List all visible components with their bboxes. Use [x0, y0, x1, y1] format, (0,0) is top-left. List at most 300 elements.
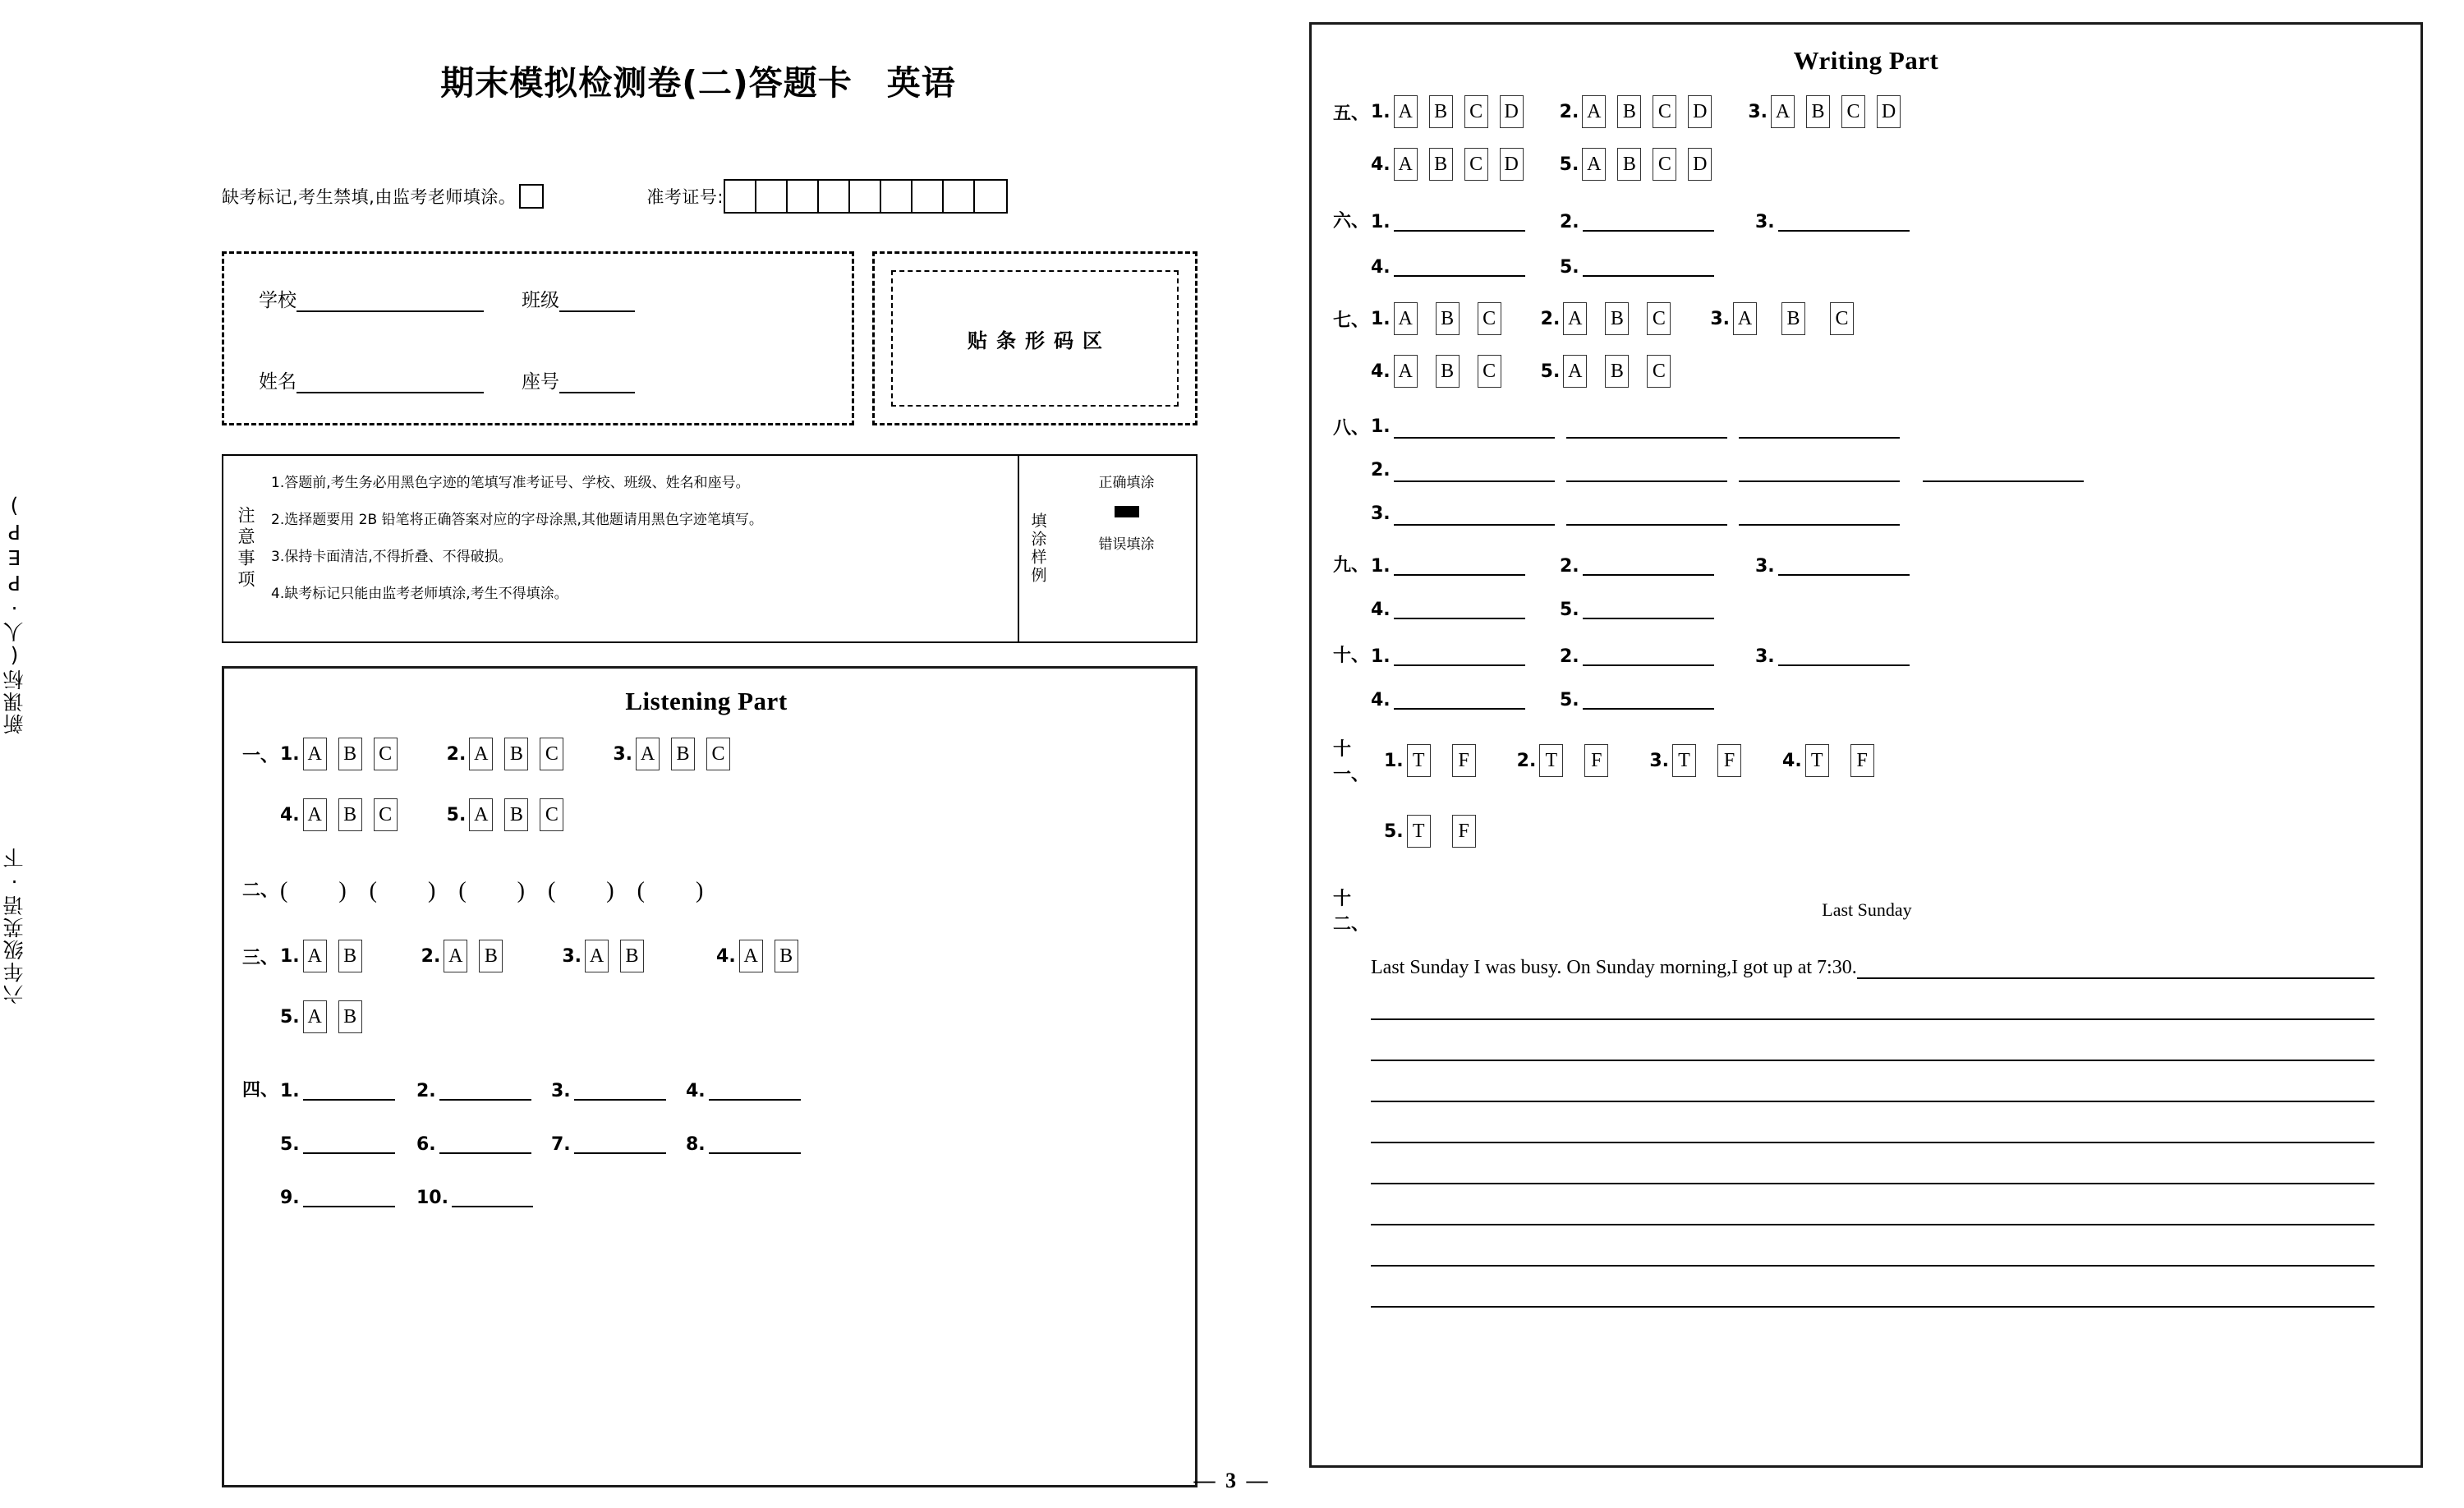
option-bubble[interactable]: B	[620, 940, 644, 972]
section-10-row-2	[1333, 685, 2399, 710]
answer-paren[interactable]: ( )	[637, 878, 706, 903]
fill-blank[interactable]	[1560, 553, 1724, 576]
option-bubble[interactable]: D	[1500, 95, 1524, 128]
section-12-marker: 十二、	[1333, 889, 1370, 935]
option-bubble[interactable]: B	[338, 738, 362, 770]
essay-blank-line[interactable]	[1857, 958, 2374, 979]
section-8-row-1	[1333, 414, 2399, 439]
blank-line[interactable]	[1394, 553, 1525, 576]
option-bubble[interactable]: A	[469, 738, 493, 770]
section-4-row-3	[242, 1183, 1170, 1208]
section-1-row-2	[242, 798, 1170, 831]
answer-paren[interactable]: ( )	[369, 878, 438, 903]
question-number: 1.	[1371, 101, 1391, 122]
option-bubble[interactable]: B	[338, 940, 362, 972]
blank-line[interactable]	[1394, 416, 1555, 439]
fill-blank[interactable]	[1371, 254, 1535, 277]
option-bubble[interactable]: B	[1617, 148, 1641, 181]
question-number: 4.	[686, 1080, 706, 1101]
fill-blank[interactable]	[686, 1131, 802, 1154]
fill-blank[interactable]	[1371, 643, 1535, 666]
option-bubble[interactable]: C	[374, 738, 398, 770]
option-bubble[interactable]: A	[1563, 302, 1587, 335]
question-group	[1384, 744, 1476, 777]
blank-line[interactable]	[1739, 503, 1900, 526]
fill-blank[interactable]	[1371, 553, 1535, 576]
student-info-box	[222, 251, 854, 425]
essay-blank-line[interactable]	[1371, 1184, 2374, 1225]
question-number: 3.	[1755, 211, 1775, 232]
section-8-row-2	[1333, 457, 2399, 483]
barcode-area-label: 贴条形码区	[891, 270, 1179, 407]
essay-blank-line[interactable]	[1371, 1061, 2374, 1102]
fill-sample-title: 填涂样例	[1028, 513, 1047, 585]
question-group	[1371, 148, 1524, 181]
writing-part-heading: Writing Part	[1793, 46, 1939, 75]
question-group	[562, 940, 644, 972]
section-7-marker: 七、	[1333, 310, 1370, 331]
option-bubble[interactable]: C	[1464, 95, 1488, 128]
option-bubble[interactable]: C	[1464, 148, 1488, 181]
question-number: 3.	[1755, 646, 1775, 667]
question-number: 3.	[1371, 503, 1391, 524]
question-group	[1384, 815, 1476, 848]
blank-line[interactable]	[1778, 553, 1910, 576]
option-bubble[interactable]: A	[1582, 95, 1606, 128]
blank-line[interactable]	[1583, 643, 1714, 666]
exam-number-cell[interactable]	[881, 181, 913, 212]
question-number: 9.	[280, 1187, 300, 1208]
fill-blank[interactable]	[551, 1078, 668, 1101]
fill-sample-column	[1019, 456, 1196, 641]
listening-part-panel	[222, 666, 1198, 1487]
option-bubble[interactable]: B	[775, 940, 798, 972]
blank-line[interactable]	[1394, 596, 1525, 619]
question-number: 3.	[1748, 101, 1768, 122]
fill-blank[interactable]	[1560, 596, 1724, 619]
section-5-marker: 五、	[1333, 103, 1370, 124]
option-bubble[interactable]: C	[540, 798, 563, 831]
question-number: 4.	[1371, 154, 1391, 175]
blank-line[interactable]	[1583, 553, 1714, 576]
option-bubble[interactable]: B	[1605, 355, 1629, 388]
fill-blank[interactable]	[1755, 209, 1919, 232]
blank-line[interactable]	[439, 1131, 531, 1154]
school-label: 学校	[259, 290, 297, 311]
section-3-row-2	[242, 1000, 1170, 1033]
section-6-row-2	[1333, 252, 2399, 278]
question-number: 5.	[1384, 821, 1404, 842]
option-bubble[interactable]: C	[1647, 302, 1671, 335]
section-10-row-1	[1333, 641, 2399, 667]
question-number: 7.	[551, 1133, 571, 1155]
question-number: 4.	[716, 945, 736, 967]
option-bubble[interactable]: A	[585, 940, 609, 972]
section-1-marker: 一、	[242, 745, 279, 766]
option-bubble[interactable]: A	[303, 1000, 327, 1033]
option-bubble[interactable]: A	[1733, 302, 1757, 335]
blank-line[interactable]	[1394, 503, 1555, 526]
question-group	[280, 1000, 362, 1033]
section-1-row-1	[242, 738, 1170, 770]
option-bubble[interactable]: T	[1407, 744, 1431, 777]
question-number: 2.	[1516, 750, 1537, 771]
fill-blank[interactable]	[1755, 643, 1919, 666]
fill-blank[interactable]	[1560, 687, 1724, 710]
option-bubble[interactable]: D	[1877, 95, 1901, 128]
option-bubble[interactable]: B	[1429, 95, 1453, 128]
fill-blank[interactable]	[280, 1131, 400, 1154]
question-group	[1371, 95, 1524, 128]
instructions-list	[268, 456, 1018, 641]
option-bubble[interactable]: B	[1436, 302, 1460, 335]
fill-blank[interactable]	[1755, 553, 1919, 576]
section-2-row	[242, 872, 1170, 905]
exam-number-cell[interactable]	[913, 181, 944, 212]
question-number: 4.	[1782, 750, 1802, 771]
section-7-row-2	[1333, 355, 2399, 388]
question-group	[1649, 744, 1741, 777]
question-number: 2.	[1540, 308, 1561, 329]
correct-fill-mark	[1115, 506, 1139, 517]
essay-first-row	[1333, 957, 2399, 979]
question-number: 5.	[1560, 256, 1579, 278]
instructions-title: 注意事项	[236, 506, 255, 591]
blank-line[interactable]	[439, 1078, 531, 1101]
blank-line[interactable]	[709, 1131, 801, 1154]
left-column	[123, 0, 1289, 1508]
question-group	[1517, 744, 1609, 777]
section-3-marker: 三、	[242, 947, 279, 968]
essay-blank-line[interactable]	[1371, 1143, 2374, 1184]
name-label: 姓名	[259, 371, 297, 393]
option-bubble[interactable]: B	[1436, 355, 1460, 388]
question-number: 3.	[1649, 750, 1670, 771]
name-input[interactable]	[297, 372, 484, 393]
section-9-marker: 九、	[1333, 555, 1370, 576]
question-number: 1.	[280, 743, 300, 765]
school-input[interactable]	[297, 291, 484, 312]
blank-line[interactable]	[452, 1184, 533, 1207]
exam-number-cell[interactable]	[850, 181, 881, 212]
section-7-row-1	[1333, 302, 2399, 335]
option-bubble[interactable]: C	[1841, 95, 1865, 128]
blank-line[interactable]	[1583, 254, 1714, 277]
instruction-item: 1.答题前,考生务必用黑色字迹的笔填写准考证号、学校、班级、姓名和座号。	[271, 475, 750, 491]
listening-part-heading: Listening Part	[625, 687, 788, 715]
question-group	[1748, 95, 1901, 128]
question-number: 1.	[1371, 555, 1391, 577]
option-bubble[interactable]: B	[338, 798, 362, 831]
option-bubble[interactable]: C	[1653, 95, 1676, 128]
option-bubble[interactable]: B	[504, 738, 528, 770]
option-bubble[interactable]: F	[1850, 744, 1874, 777]
option-bubble[interactable]: B	[1806, 95, 1830, 128]
answer-paren[interactable]: ( )	[280, 878, 348, 903]
absent-mark-note: 缺考标记,考生禁填,由监考老师填涂。	[222, 187, 517, 207]
question-number: 5.	[446, 804, 467, 825]
writing-part-panel	[1309, 22, 2423, 1468]
option-bubble[interactable]: C	[1647, 355, 1671, 388]
barcode-area	[872, 251, 1198, 425]
option-bubble[interactable]: T	[1407, 815, 1431, 848]
section-4-row-2	[242, 1129, 1170, 1155]
option-bubble[interactable]: B	[1781, 302, 1805, 335]
option-bubble[interactable]: F	[1452, 744, 1476, 777]
question-number: 4.	[1371, 599, 1391, 620]
question-number: 3.	[613, 743, 633, 765]
question-number: 2.	[1559, 101, 1579, 122]
question-group	[1782, 744, 1874, 777]
question-number: 4.	[1371, 689, 1391, 710]
section-11-marker: 十一、	[1333, 739, 1370, 785]
section-10-marker: 十、	[1333, 646, 1370, 666]
option-bubble[interactable]: C	[540, 738, 563, 770]
essay-blank-line[interactable]	[1371, 1267, 2374, 1308]
answer-paren[interactable]: ( )	[547, 878, 616, 903]
option-bubble[interactable]: A	[1582, 148, 1606, 181]
option-bubble[interactable]: A	[303, 798, 327, 831]
essay-blank-line[interactable]	[1371, 1102, 2374, 1143]
option-bubble[interactable]: A	[1563, 355, 1587, 388]
question-group	[280, 738, 398, 770]
exam-number-cell[interactable]	[944, 181, 975, 212]
option-bubble[interactable]: B	[479, 940, 503, 972]
name-seat-row	[259, 366, 819, 393]
option-bubble[interactable]: C	[1830, 302, 1854, 335]
question-number: 5.	[280, 1006, 300, 1028]
option-bubble[interactable]: C	[1653, 148, 1676, 181]
option-bubble[interactable]: B	[338, 1000, 362, 1033]
option-bubble[interactable]: D	[1500, 148, 1524, 181]
section-2-marker: 二、	[242, 880, 279, 901]
section-6-row-1	[1333, 207, 2399, 232]
question-group	[421, 940, 503, 972]
question-number: 2.	[1560, 555, 1579, 577]
essay-blank-line[interactable]	[1371, 979, 2374, 1020]
option-bubble[interactable]: B	[1605, 302, 1629, 335]
identification-row	[222, 179, 1273, 214]
blank-line[interactable]	[574, 1078, 666, 1101]
question-number: 1.	[1371, 416, 1391, 437]
option-bubble[interactable]: A	[1394, 148, 1418, 181]
question-number: 1.	[1371, 308, 1391, 329]
blank-line[interactable]	[1739, 416, 1900, 439]
essay-title: Last Sunday	[1822, 899, 1912, 920]
question-group	[1371, 302, 1501, 335]
blank-line[interactable]	[1566, 503, 1727, 526]
instruction-item: 3.保持卡面清洁,不得折叠、不得破损。	[271, 548, 513, 565]
option-bubble[interactable]: A	[444, 940, 467, 972]
blank-line[interactable]	[1583, 687, 1714, 710]
blank-line[interactable]	[303, 1078, 395, 1101]
section-9-row-1	[1333, 551, 2399, 577]
question-number: 1.	[1371, 211, 1391, 232]
exam-number-cell[interactable]	[788, 181, 819, 212]
section-11-row-1	[1333, 735, 2399, 786]
option-bubble[interactable]: A	[739, 940, 763, 972]
question-number: 10.	[416, 1187, 448, 1208]
option-bubble[interactable]: B	[1429, 148, 1453, 181]
correct-fill-label: 正确填涂	[1098, 475, 1155, 491]
blank-line[interactable]	[1778, 643, 1910, 666]
question-group	[613, 738, 730, 770]
question-group	[280, 798, 398, 831]
fill-blank[interactable]	[1371, 596, 1535, 619]
instruction-item: 2.选择题要用 2B 铅笔将正确答案对应的字母涂黑,其他题请用黑色字迹笔填写。	[271, 511, 763, 528]
fill-blank[interactable]	[1560, 643, 1724, 666]
blank-line[interactable]	[303, 1184, 395, 1207]
question-group	[1560, 95, 1712, 128]
exam-number-cell[interactable]	[819, 181, 850, 212]
question-number: 5.	[1560, 689, 1579, 710]
option-bubble[interactable]: C	[1478, 355, 1501, 388]
fill-blank[interactable]	[551, 1131, 668, 1154]
section-9-row-2	[1333, 595, 2399, 620]
question-number: 2.	[1560, 646, 1579, 667]
question-number: 2.	[446, 743, 467, 765]
option-bubble[interactable]: A	[469, 798, 493, 831]
fill-blank[interactable]	[416, 1184, 533, 1207]
question-group	[280, 940, 362, 972]
section-12-row	[1333, 885, 2399, 936]
question-number: 2.	[416, 1080, 436, 1101]
fill-sample-body	[1057, 456, 1196, 641]
question-number: 1.	[280, 945, 300, 967]
option-bubble[interactable]: D	[1688, 148, 1712, 181]
fill-blank[interactable]	[280, 1078, 400, 1101]
blank-line[interactable]	[303, 1131, 395, 1154]
question-number: 3.	[551, 1080, 571, 1101]
exam-number-cell[interactable]	[975, 181, 1006, 212]
option-bubble[interactable]: B	[671, 738, 695, 770]
option-bubble[interactable]: C	[1478, 302, 1501, 335]
blank-line[interactable]	[1583, 209, 1714, 232]
blank-line[interactable]	[1566, 459, 1727, 482]
option-bubble[interactable]: T	[1672, 744, 1696, 777]
class-input[interactable]	[559, 291, 635, 312]
fill-blank[interactable]	[1560, 209, 1724, 232]
option-bubble[interactable]: A	[303, 738, 327, 770]
essay-blank-line[interactable]	[1371, 1225, 2374, 1267]
question-number: 3.	[1710, 308, 1731, 329]
question-group	[1541, 355, 1671, 388]
blank-line[interactable]	[1583, 596, 1714, 619]
instruction-item: 4.缺考标记只能由监考老师填涂,考生不得填涂。	[271, 585, 568, 602]
question-number: 1.	[280, 1080, 300, 1101]
option-bubble[interactable]: A	[1394, 302, 1418, 335]
question-number: 3.	[562, 945, 582, 967]
essay-blank-line[interactable]	[1371, 1020, 2374, 1061]
exam-number-cell[interactable]	[725, 181, 756, 212]
exam-number-cell[interactable]	[756, 181, 788, 212]
option-bubble[interactable]: C	[706, 738, 730, 770]
fill-blank[interactable]	[416, 1078, 533, 1101]
blank-line[interactable]	[709, 1078, 801, 1101]
fill-blank[interactable]	[1371, 687, 1535, 710]
question-number: 1.	[1371, 646, 1391, 667]
school-class-row	[259, 285, 819, 312]
option-bubble[interactable]: A	[303, 940, 327, 972]
option-bubble[interactable]: T	[1539, 744, 1563, 777]
option-bubble[interactable]: A	[636, 738, 660, 770]
section-11-row-2	[1333, 806, 2399, 857]
question-group	[1371, 355, 1501, 388]
question-group	[447, 738, 564, 770]
section-6-marker: 六、	[1333, 211, 1370, 232]
question-number: 3.	[1755, 555, 1775, 577]
seat-label: 座号	[522, 371, 559, 393]
option-bubble[interactable]: C	[374, 798, 398, 831]
seat-input[interactable]	[559, 372, 635, 393]
margin-label-grade-subject: 六年级英语·下	[2, 846, 26, 1005]
option-bubble[interactable]: A	[1771, 95, 1795, 128]
question-number: 5.	[1540, 361, 1561, 382]
option-bubble[interactable]: A	[1394, 355, 1418, 388]
fill-blank[interactable]	[686, 1078, 802, 1101]
blank-line[interactable]	[1394, 209, 1525, 232]
blank-line[interactable]	[1394, 459, 1555, 482]
option-bubble[interactable]: F	[1452, 815, 1476, 848]
student-info-row	[222, 251, 1198, 425]
fill-blank[interactable]	[1371, 209, 1535, 232]
page-number: — 3 —	[1193, 1469, 1271, 1492]
option-bubble[interactable]: F	[1717, 744, 1741, 777]
blank-line[interactable]	[1923, 459, 2084, 482]
wrong-fill-label: 错误填涂	[1098, 536, 1155, 553]
option-bubble[interactable]: D	[1688, 95, 1712, 128]
blank-line[interactable]	[1394, 254, 1525, 277]
question-number: 4.	[280, 804, 300, 825]
blank-line[interactable]	[1739, 459, 1900, 482]
section-3-row-1	[242, 940, 1170, 972]
answer-paren[interactable]: ( )	[458, 878, 526, 903]
question-number: 2.	[1371, 459, 1391, 480]
question-number: 6.	[416, 1133, 436, 1155]
option-bubble[interactable]: A	[1394, 95, 1418, 128]
section-4-marker: 四、	[242, 1080, 279, 1101]
section-8-marker: 八、	[1333, 418, 1370, 439]
fill-blank[interactable]	[1560, 254, 1724, 277]
option-bubble[interactable]: T	[1805, 744, 1829, 777]
option-bubble[interactable]: B	[1617, 95, 1641, 128]
section-5-row-1	[1333, 95, 2399, 128]
fill-blank[interactable]	[280, 1184, 400, 1207]
blank-line[interactable]	[1778, 209, 1910, 232]
blank-line[interactable]	[1566, 416, 1727, 439]
fill-blank[interactable]	[416, 1131, 533, 1154]
question-group	[1560, 148, 1712, 181]
margin-label-textbook-edition: 新课标(人·PEP)	[2, 493, 26, 734]
option-bubble[interactable]: F	[1584, 744, 1608, 777]
writing-part-body	[1312, 25, 2420, 1308]
question-group	[716, 940, 798, 972]
question-group	[1710, 302, 1854, 335]
question-number: 2.	[421, 945, 441, 967]
question-number: 5.	[1560, 599, 1579, 620]
class-label: 班级	[522, 290, 559, 311]
question-group	[1541, 302, 1671, 335]
exam-number-label: 准考证号:	[646, 187, 724, 207]
blank-line[interactable]	[1394, 643, 1525, 666]
section-8-row-3	[1333, 501, 2399, 526]
blank-line[interactable]	[574, 1131, 666, 1154]
blank-line[interactable]	[1394, 687, 1525, 710]
option-bubble[interactable]: B	[504, 798, 528, 831]
question-number: 5.	[280, 1133, 300, 1155]
exam-number-grid[interactable]	[724, 179, 1008, 214]
absent-mark-checkbox[interactable]	[519, 184, 544, 209]
